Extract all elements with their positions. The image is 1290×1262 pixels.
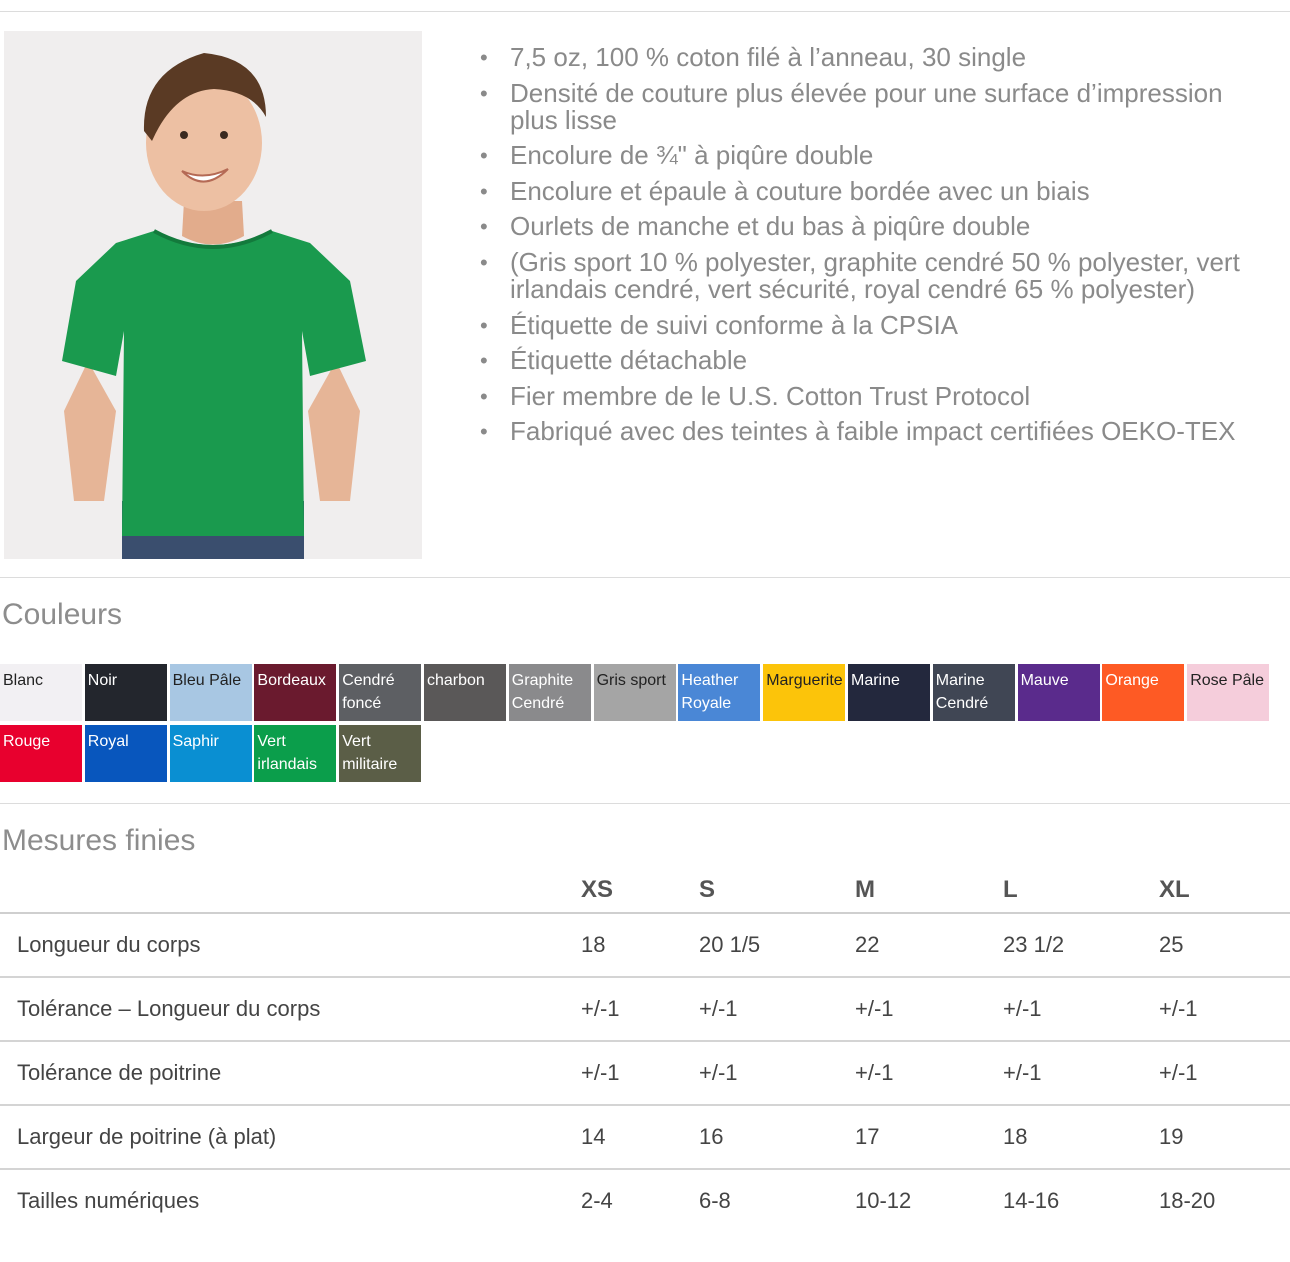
size-header-s: S (699, 866, 855, 913)
color-swatch[interactable]: Cendré foncé (339, 664, 421, 721)
row-label: Tailles numériques (17, 1188, 200, 1213)
size-chart-table (0, 866, 1290, 1232)
measurements-heading: Mesures finies (2, 824, 196, 857)
feature-item: • Étiquette de suivi conforme à la CPSIA (480, 312, 1240, 339)
table-cell: 14-16 (1003, 1188, 1060, 1213)
row-label: Tolérance de poitrine (0, 1041, 581, 1105)
color-swatch[interactable]: Vert irlandais (254, 725, 336, 782)
color-swatch[interactable]: Royal (85, 725, 167, 782)
color-swatch[interactable]: Marine (848, 664, 930, 721)
color-swatch[interactable]: Marine Cendré (933, 664, 1015, 721)
table-cell: 19 (1159, 1105, 1290, 1169)
table-row (0, 977, 1290, 1041)
colors-heading: Couleurs (2, 598, 123, 631)
size-header-xs: XS (581, 866, 699, 913)
table-cell: +/-1 (1003, 977, 1159, 1041)
table-cell: 17 (855, 1105, 1003, 1169)
color-swatch[interactable]: Noir (85, 664, 167, 721)
table-cell: +/-1 (581, 977, 699, 1041)
table-cell: +/-1 (581, 1041, 699, 1105)
table-cell: +/-1 (1003, 1041, 1159, 1105)
feature-item: • Encolure et épaule à couture bordée avec un biais (480, 178, 1240, 205)
table-cell: +/-1 (855, 977, 1003, 1041)
color-swatch[interactable]: charbon (424, 664, 506, 721)
row-label: Tolérance – Longueur du corps (0, 977, 581, 1041)
color-swatch[interactable]: Blanc (0, 664, 82, 721)
child-in-green-tshirt-image (4, 31, 422, 559)
section-divider (0, 803, 1290, 804)
section-divider (0, 577, 1290, 578)
table-cell: +/-1 (1159, 1041, 1290, 1105)
feature-item: • (Gris sport 10 % polyester, graphite cendré 50 % polyester, vert irlandais cendré, vert sécurité, royal cendré 65 % polyester) (480, 249, 1240, 303)
table-cell: +/-1 (855, 1041, 1003, 1105)
table-cell: 18 (1003, 1105, 1159, 1169)
color-swatch[interactable]: Rouge (0, 725, 82, 782)
color-swatch[interactable]: Saphir (170, 725, 252, 782)
table-cell: +/-1 (699, 977, 855, 1041)
row-label: Longueur du corps (0, 913, 581, 977)
size-header-row (0, 866, 1290, 913)
table-cell: 20 1/5 (699, 913, 855, 977)
color-swatch[interactable]: Graphite Cendré (509, 664, 591, 721)
table-cell: +/-1 (1159, 977, 1290, 1041)
table-cell: 16 (699, 1105, 855, 1169)
color-swatch[interactable]: Gris sport (594, 664, 676, 721)
row-label: Largeur de poitrine (à plat) (0, 1105, 581, 1169)
color-swatch[interactable]: Bleu Pâle (170, 664, 252, 721)
color-swatch[interactable]: Heather Royale (678, 664, 760, 721)
color-swatch[interactable]: Bordeaux (254, 664, 336, 721)
table-row (0, 913, 1290, 977)
color-swatch[interactable]: Marguerite (763, 664, 845, 721)
table-row (0, 1105, 1290, 1169)
table-cell: 6-8 (699, 1188, 731, 1213)
table-cell: 18 (581, 913, 699, 977)
table-cell: 23 1/2 (1003, 913, 1159, 977)
size-header-m: M (855, 866, 1003, 913)
feature-item: • Fier membre de le U.S. Cotton Trust Protocol (480, 383, 1240, 410)
feature-item: • Fabriqué avec des teintes à faible impact certifiées OEKO-TEX (480, 418, 1240, 445)
table-row (0, 1041, 1290, 1105)
empty-header-cell (0, 866, 581, 913)
feature-item: • 7,5 oz, 100 % coton filé à l’anneau, 30 single (480, 44, 1240, 71)
feature-item: • Ourlets de manche et du bas à piqûre double (480, 213, 1240, 240)
table-cell: 10-12 (855, 1188, 912, 1213)
feature-item: • Densité de couture plus élevée pour une surface d’impression plus lisse (480, 80, 1240, 134)
feature-list (480, 44, 1240, 454)
size-header-l: L (1003, 866, 1159, 913)
table-row (0, 1169, 1290, 1232)
color-swatch[interactable]: Orange (1102, 664, 1184, 721)
table-cell: 2-4 (581, 1188, 613, 1213)
color-swatch[interactable]: Rose Pâle (1187, 664, 1269, 721)
table-cell: +/-1 (699, 1041, 855, 1105)
product-photo (4, 31, 422, 559)
feature-item: • Étiquette détachable (480, 347, 1240, 374)
feature-item: • Encolure de ¾" à piqûre double (480, 142, 1240, 169)
color-swatch[interactable]: Mauve (1018, 664, 1100, 721)
table-cell: 25 (1159, 913, 1290, 977)
table-cell: 14 (581, 1105, 699, 1169)
color-swatch[interactable]: Vert militaire (339, 725, 421, 782)
size-header-xl: XL (1159, 866, 1290, 913)
table-cell: 18-20 (1159, 1188, 1216, 1213)
table-cell: 22 (855, 913, 1003, 977)
top-divider (0, 11, 1290, 12)
